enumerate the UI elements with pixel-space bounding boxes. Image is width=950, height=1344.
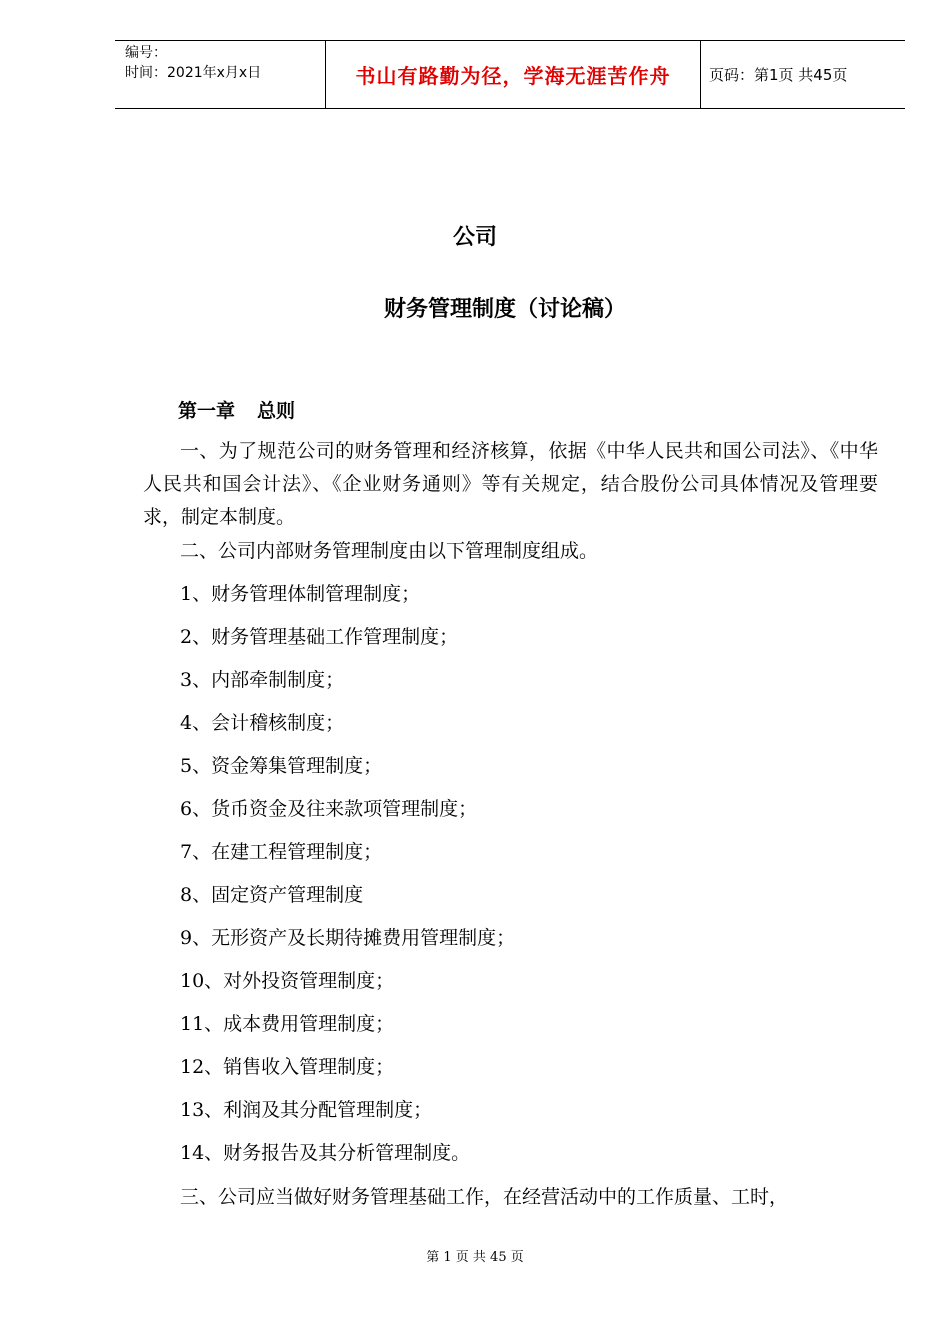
chapter-heading <box>178 396 295 423</box>
list-item: 12、销售收入管理制度； <box>180 1056 395 1078</box>
list-item: 2、财务管理基础工作管理制度； <box>180 626 459 648</box>
page-header <box>115 40 905 109</box>
paragraph-3: 三、公司应当做好财务管理基础工作，在经营活动中的工作质量、工时， <box>180 1186 789 1208</box>
list-item: 10、对外投资管理制度； <box>180 970 395 992</box>
document-subtitle: 财务管理制度（讨论稿） <box>383 297 626 322</box>
paragraph-2: 二、公司内部财务管理制度由以下管理制度组成。 <box>180 540 599 562</box>
number-label: 编号： <box>125 45 167 61</box>
header-meta <box>115 41 326 108</box>
document-title: 公司 <box>452 225 497 250</box>
list-item: 9、无形资产及长期待摊费用管理制度； <box>180 927 516 949</box>
list-item: 14、财务报告及其分析管理制度。 <box>180 1142 471 1164</box>
paragraph-1: 一、为了规范公司的财务管理和经济核算，依据《中华人民共和国公司法》、《中华人民共和国会计法》、《企业财务通则》等有关规定，结合股份公司具体情况及管理要求，制定本制度。 <box>143 440 878 528</box>
list-item: 11、成本费用管理制度； <box>180 1013 395 1035</box>
list-item: 5、资金筹集管理制度； <box>180 755 383 777</box>
header-motto: 书山有路勤为径，学海无涯苦作舟 <box>326 41 701 108</box>
page-footer: 第 1 页 共 45 页 <box>426 1250 524 1265</box>
list-item: 8、固定资产管理制度 <box>180 884 364 906</box>
list-item: 6、货币资金及往来款项管理制度； <box>180 798 478 820</box>
list-item: 4、会计稽核制度； <box>180 712 345 734</box>
list-item: 3、内部牵制制度； <box>180 669 345 691</box>
list-item: 7、在建工程管理制度； <box>180 841 383 863</box>
chapter-name: 总则 <box>257 400 296 422</box>
header-page-info: 页码：第1页 共45页 <box>709 66 848 84</box>
list-item: 13、利润及其分配管理制度； <box>180 1099 433 1121</box>
time-label: 时间：2021年x月x日 <box>125 65 262 81</box>
chapter-number: 第一章 <box>178 400 236 422</box>
list-item: 1、财务管理体制管理制度； <box>180 583 421 605</box>
